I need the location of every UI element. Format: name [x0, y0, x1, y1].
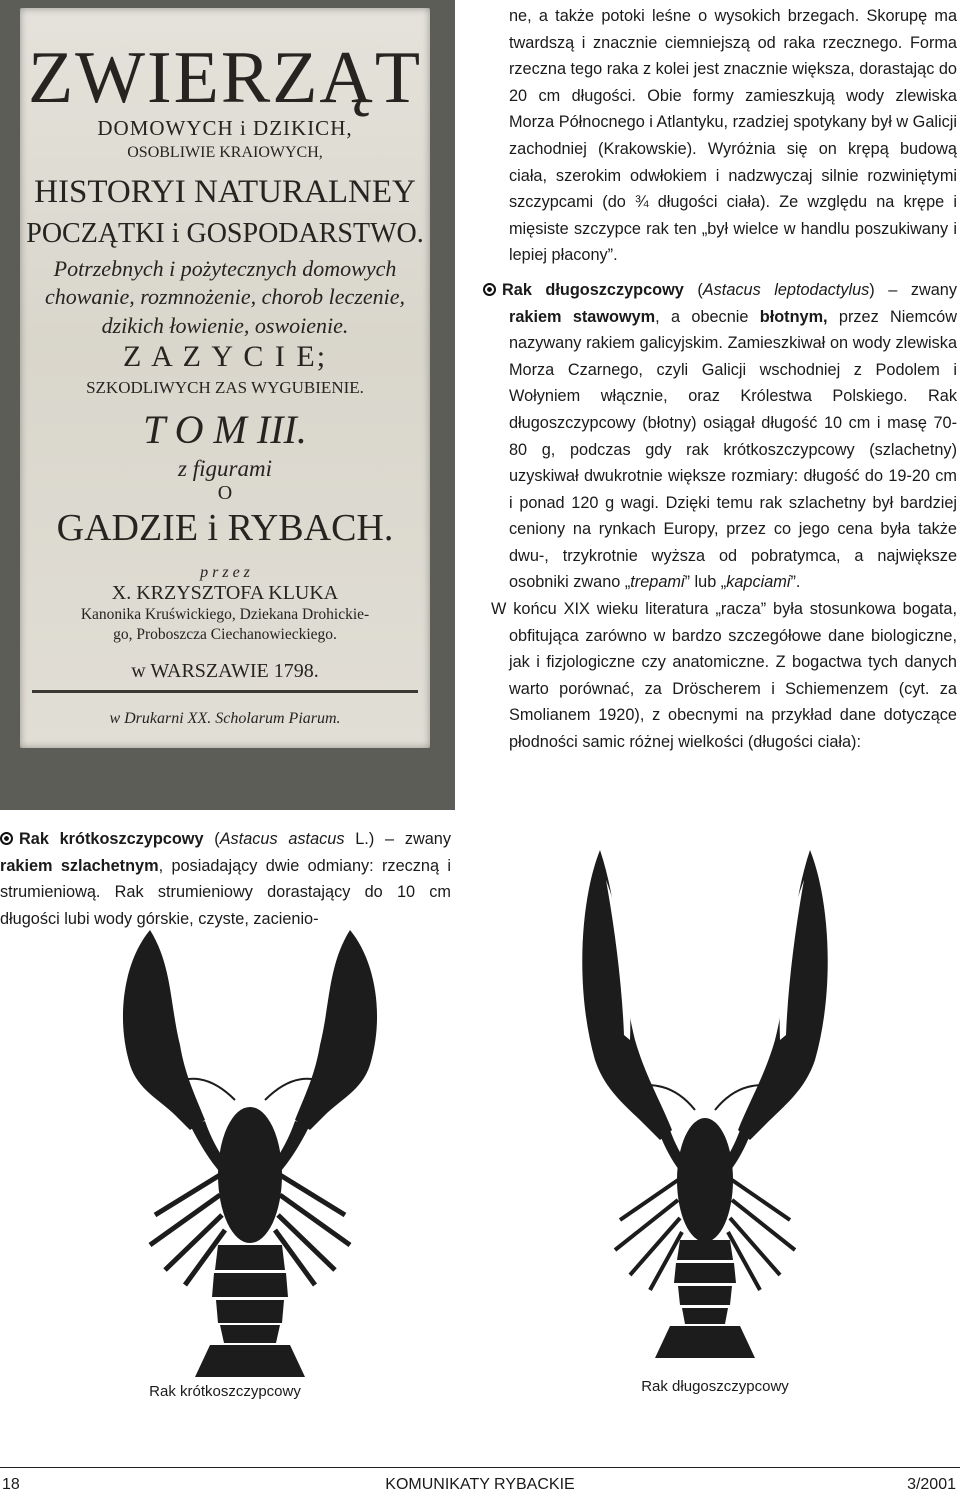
cover-line: HISTORYI NATURALNEY	[34, 174, 416, 210]
cover-line: DOMOWYCH i DZIKICH,	[97, 116, 353, 140]
text-run: ) – zwany	[869, 280, 957, 299]
text-run: przez Niemców nazywany rakiem galicyjskim. Zamieszkiwał on wody zlewiska Morza Czarnego, czyli Galicji wschodniej z Podolem i Wołyniem włącznie, oraz Królestwa Polskiego. Rak długoszczypcowy (błotny) osiągał długość 10 cm i masę 70-80 g, podczas gdy rak krótkoszczypcowy (szlachetny) uzyskiwał dwukrotnie większe rozmiary: długość do 19-20 cm i ponad 120 g wagi. Dzięki temu rak szlachetny był bardziej ceniony na rynkach Europy, przez co jego cena była także dwu-, trzykrotnie wyższa od pobratymca, a największe osobniki zwano „	[509, 307, 957, 592]
cover-line: w WARSZAWIE 1798.	[131, 660, 319, 682]
bullet-icon	[483, 283, 496, 296]
common-name: rakiem stawowym	[509, 307, 656, 326]
cover-line: go, Proboszcza Ciechanowieckiego.	[113, 626, 337, 643]
cover-line: w Drukarni XX. Scholarum Piarum.	[109, 710, 341, 727]
left-column-text	[0, 826, 451, 932]
common-name: błotnym,	[759, 307, 828, 326]
cover-line: z figurami	[178, 456, 272, 481]
text-run: , posiadający dwie odmiany: rzeczną i strumieniową. Rak strumieniowy dorastający do 10 cm długości lubi wody górskie, czyste, zacienio-	[0, 856, 451, 928]
text-run: ” lub „	[684, 573, 727, 592]
paragraph: W końcu XIX wieku literatura „racza” była stosunkowa bogata, obfitująca zarówno w bardzo szczegółowe dane biologiczne, jak i fizjologiczne czy anatomiczne. Z bogactwa tych danych warto porównać, za Dröscherem i Schiemenzem (cyt. za Smolianem 1920), z obecnymi na przykład dane dotyczące płodności samic różnej wielkości (długości ciała):	[491, 600, 957, 752]
journal-name: KOMUNIKATY RYBACKIE	[385, 1476, 575, 1493]
cover-line: Kanonika Kruświckiego, Dziekana Drohickie-	[80, 606, 370, 623]
cover-line: OSOBLIWIE KRAIOWYCH,	[127, 144, 323, 161]
crayfish-illustration-long-claw	[570, 840, 840, 1365]
text-run: , a obecnie	[655, 307, 760, 326]
cover-line: ZWIERZĄT	[27, 37, 423, 119]
figure-caption: Rak długoszczypcowy	[641, 1378, 789, 1395]
latin-name: Astacus astacus	[219, 830, 345, 848]
species-name: Rak długoszczypcowy	[502, 280, 684, 299]
common-name: rakiem szlachetnym	[0, 856, 159, 875]
page-number: 18	[2, 1476, 20, 1493]
cover-line: p r z e z	[200, 564, 250, 581]
cover-line: Z A Z Y C I E;	[122, 340, 328, 373]
paragraph	[502, 277, 957, 596]
right-column-text	[491, 3, 957, 756]
bullet-icon	[0, 832, 13, 845]
cover-line: Potrzebnych i pożytecznych domowych	[53, 256, 397, 281]
cover-rule	[32, 690, 418, 693]
italic-term: kapciami	[726, 573, 791, 592]
cover-line: X. KRZYSZTOFA KLUKA	[111, 582, 339, 604]
crayfish-illustration-short-claw	[110, 925, 390, 1380]
paragraph: ne, a także potoki leśne o wysokich brzegach. Skorupę ma twardszą i znacznie ciemniejszą od raka rzecznego. Forma rzeczna tego raka z kolei jest znacznie większa, dorastając do 20 cm długości. Obie formy zamieszkują wody zlewiska Morza Północnego i Atlantyku, rzadziej spotykany był w Galicji zachodniej (Krakowskie). Wyróżnia się on krępą budową ciała, szerokim odwłokiem i nadzwyczaj silnie rozwiniętymi szczypcami (do ¾ długości ciała). Ze względu na krępe i mięsiste szczypce rak ten „był wielce w handlu poszukiwany i lepiej płacony”.	[509, 7, 957, 265]
text-run: (	[214, 830, 220, 848]
cover-line: T O M III.	[143, 407, 307, 452]
issue-number: 3/2001	[907, 1476, 956, 1493]
footer-rule	[0, 1467, 960, 1468]
cover-line: POCZĄTKI i GOSPODARSTWO.	[26, 218, 424, 249]
cover-line: dzikich łowienie, oswoienie.	[101, 313, 349, 338]
text-run: (	[683, 280, 703, 299]
italic-term: trepami	[630, 573, 685, 592]
text-run: L.) – zwany	[344, 830, 451, 848]
figure-caption: Rak krótkoszczypcowy	[149, 1383, 301, 1400]
title-page-sheet	[20, 8, 430, 748]
cover-line: GADZIE i RYBACH.	[56, 507, 394, 549]
cover-line: O	[217, 482, 233, 504]
title-page-scan	[0, 0, 455, 810]
cover-line: SZKODLIWYCH ZAS WYGUBIENIE.	[86, 378, 364, 397]
species-name: Rak krótkoszczypcowy	[19, 830, 204, 848]
cover-line: chowanie, rozmnożenie, chorob leczenie,	[44, 284, 406, 309]
latin-name: Astacus leptodactylus	[702, 280, 870, 299]
text-run: ”.	[790, 573, 801, 592]
